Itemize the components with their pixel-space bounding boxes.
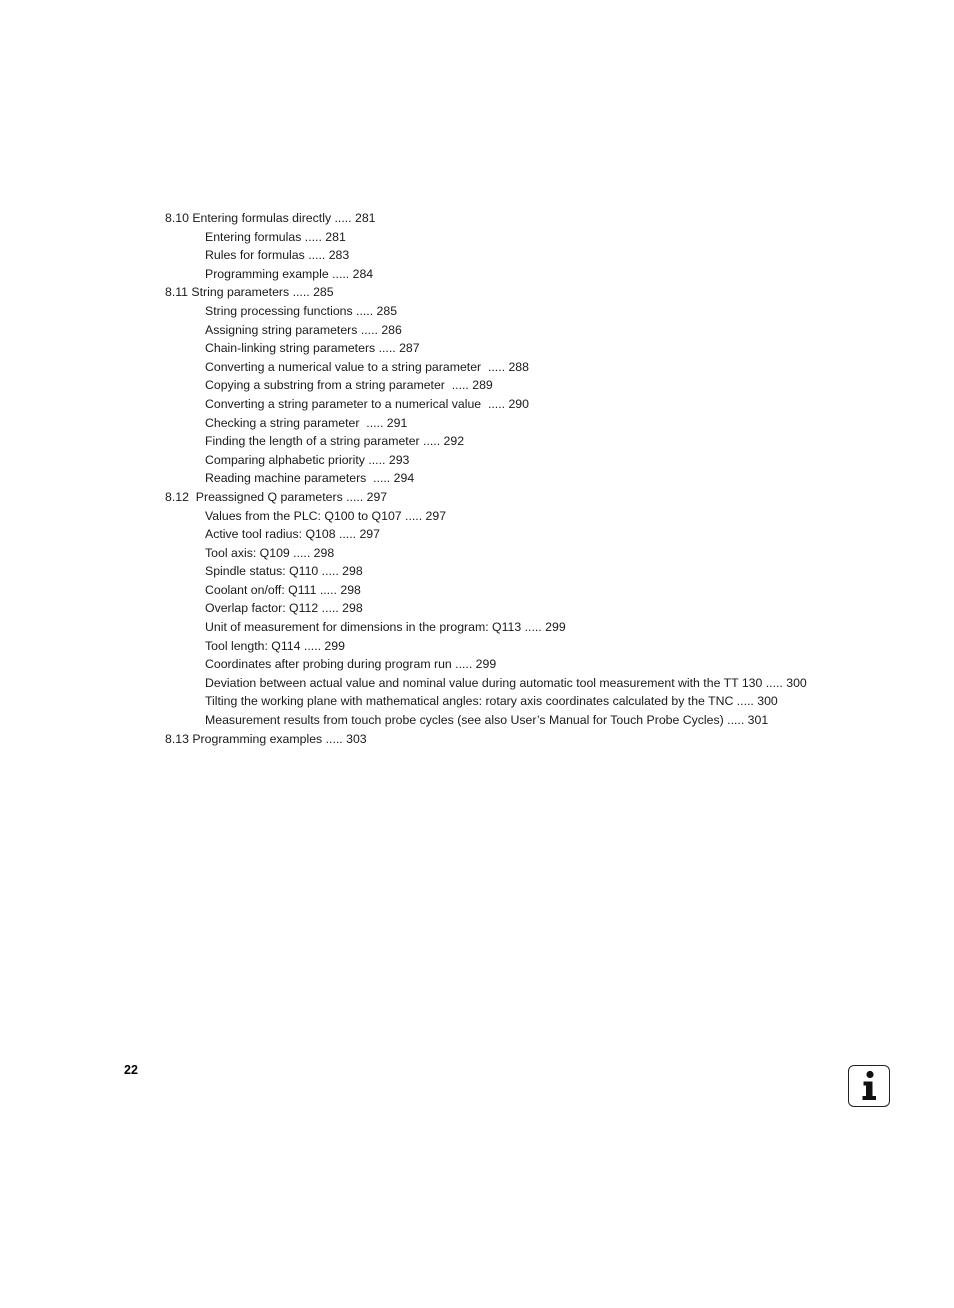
toc-entry[interactable]: Rules for formulas ..... 283 (205, 248, 350, 263)
toc-entry[interactable]: Deviation between actual value and nominal value during automatic tool measurement with the TT 130 ..... 300 (205, 675, 807, 690)
page-number: 22 (124, 1063, 138, 1077)
toc-entry[interactable]: Spindle status: Q110 ..... 298 (205, 564, 363, 579)
toc-entry[interactable]: Programming example ..... 284 (205, 266, 374, 281)
toc-entry[interactable]: Checking a string parameter ..... 291 (205, 415, 408, 430)
toc-entry[interactable]: Coordinates after probing during program run ..... 299 (205, 657, 497, 672)
toc-entry[interactable]: Entering formulas ..... 281 (205, 229, 346, 244)
toc-entry[interactable]: Overlap factor: Q112 ..... 298 (205, 601, 363, 616)
toc-entry[interactable]: Measurement results from touch probe cycles (see also User’s Manual for Touch Probe Cycles) ..... 301 (205, 713, 769, 728)
toc-entry[interactable]: Values from the PLC: Q100 to Q107 ..... 297 (205, 508, 447, 523)
toc-entry[interactable]: Finding the length of a string parameter ..... 292 (205, 434, 465, 449)
toc-entry[interactable]: Assigning string parameters ..... 286 (205, 322, 402, 337)
toc-entry[interactable]: 8.10 Entering formulas directly ..... 281 (165, 211, 376, 225)
toc-entry[interactable]: 8.12 Preassigned Q parameters ..... 297 (165, 489, 388, 504)
toc-entry[interactable]: String processing functions ..... 285 (205, 303, 398, 318)
toc-entry[interactable]: 8.11 String parameters ..... 285 (165, 285, 334, 300)
toc-entry[interactable]: Copying a substring from a string parameter ..... 289 (205, 378, 493, 393)
toc-entry[interactable]: Unit of measurement for dimensions in the program: Q113 ..... 299 (205, 620, 566, 635)
toc-entry[interactable]: Reading machine parameters ..... 294 (205, 471, 415, 486)
toc-entry[interactable]: Coolant on/off: Q111 ..... 298 (205, 582, 361, 597)
toc-entry[interactable]: Converting a string parameter to a numerical value ..... 290 (205, 396, 529, 411)
toc-entry[interactable]: Tilting the working plane with mathematical angles: rotary axis coordinates calculated by the TNC ..... 300 (205, 694, 778, 709)
toc-entry[interactable]: 8.13 Programming examples ..... 303 (165, 731, 367, 746)
info-glyph (849, 1066, 889, 1106)
toc-entry[interactable]: Active tool radius: Q108 ..... 297 (205, 527, 380, 542)
toc-entry[interactable]: Tool length: Q114 ..... 299 (205, 638, 345, 653)
toc-entry[interactable]: Converting a numerical value to a string parameter ..... 288 (205, 359, 529, 374)
toc-entry[interactable]: Tool axis: Q109 ..... 298 (205, 545, 335, 560)
toc-entry[interactable]: Chain-linking string parameters ..... 287 (205, 341, 420, 356)
info-icon (848, 1065, 890, 1107)
table-of-contents (165, 209, 925, 748)
toc-entry[interactable]: Comparing alphabetic priority ..... 293 (205, 452, 410, 467)
